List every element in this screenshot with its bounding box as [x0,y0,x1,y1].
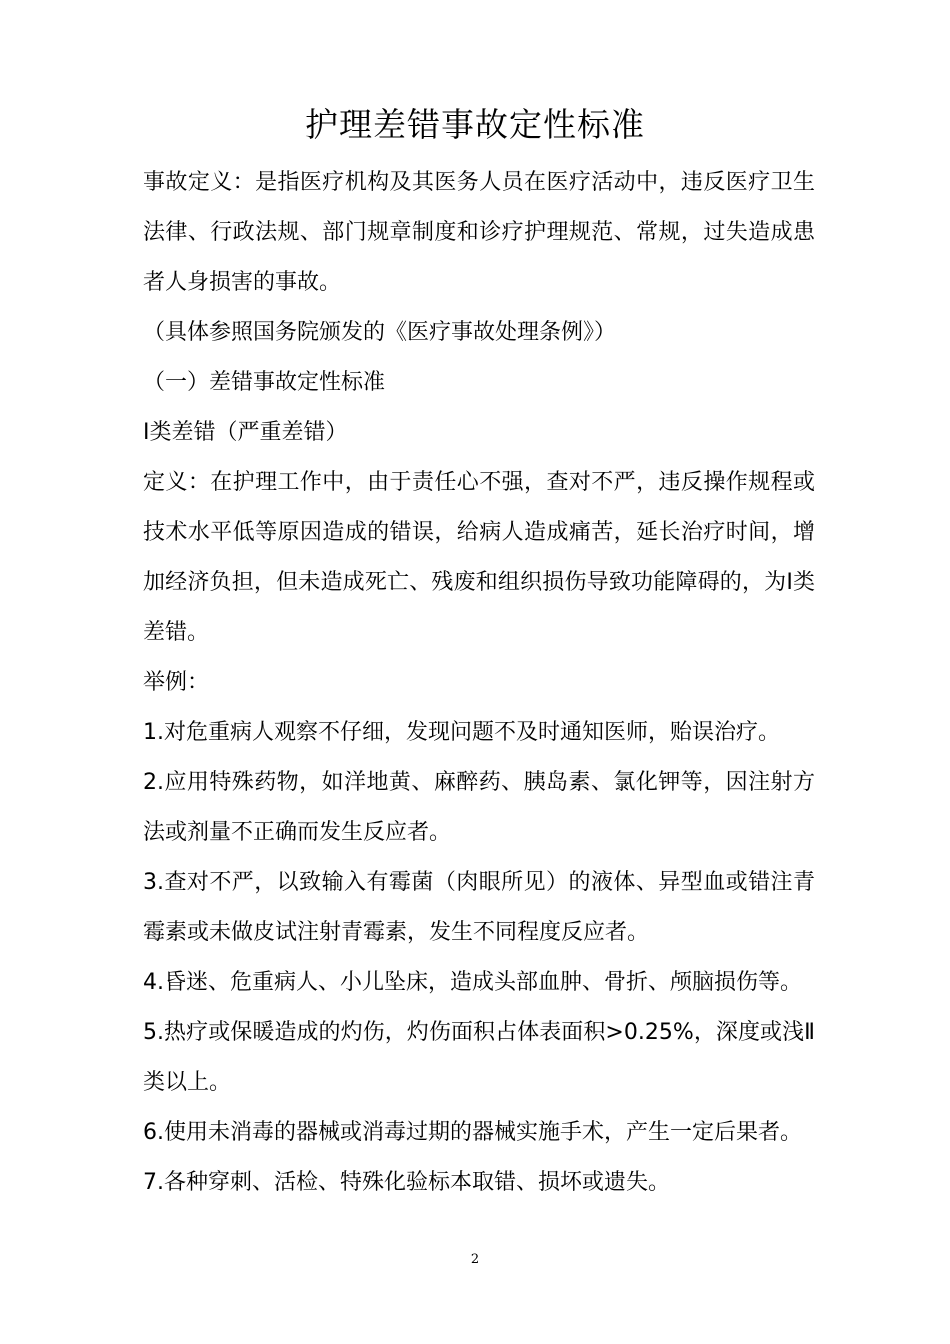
list-item: 5.热疗或保暖造成的灼伤，灼伤面积占体表面积>0.25%，深度或浅Ⅱ类以上。 [143,1020,815,1095]
subsection-heading: Ⅰ类差错（严重差错） [143,420,348,445]
document-title: 护理差错事故定性标准 [305,105,645,144]
examples-label: 举例： [143,670,210,695]
list-item: 1.对危重病人观察不仔细，发现问题不及时通知医师，贻误治疗。 [143,720,780,745]
page-number: 2 [470,1252,480,1267]
list-item: 3.查对不严，以致输入有霉菌（肉眼所见）的液体、异型血或错注青霉素或未做皮试注射青霉素，发生不同程度反应者。 [143,870,815,945]
paragraph-class-definition: 定义：在护理工作中，由于责任心不强，查对不严，违反操作规程或技术水平低等原因造成的错误，给病人造成痛苦，延长治疗时间，增加经济负担，但未造成死亡、残废和组织损伤导致功能障碍的，为Ⅰ类差错。 [143,470,815,645]
list-item: 7.各种穿刺、活检、特殊化验标本取错、损坏或遗失。 [143,1170,670,1195]
paragraph-accident-definition: 事故定义：是指医疗机构及其医务人员在医疗活动中，违反医疗卫生法律、行政法规、部门规章制度和诊疗护理规范、常规，过失造成患者人身损害的事故。 [143,170,815,295]
list-item: 6.使用未消毒的器械或消毒过期的器械实施手术，产生一定后果者。 [143,1120,802,1145]
paragraph-reference-note: （具体参照国务院颁发的《医疗事故处理条例》） [143,320,617,345]
list-item: 2.应用特殊药物，如洋地黄、麻醉药、胰岛素、氯化钾等，因注射方法或剂量不正确而发生反应者。 [143,770,815,845]
section-heading: （一）差错事故定性标准 [143,370,386,395]
list-item: 4.昏迷、危重病人、小儿坠床，造成头部血肿、骨折、颅脑损伤等。 [143,970,802,995]
document-body [143,158,815,1208]
